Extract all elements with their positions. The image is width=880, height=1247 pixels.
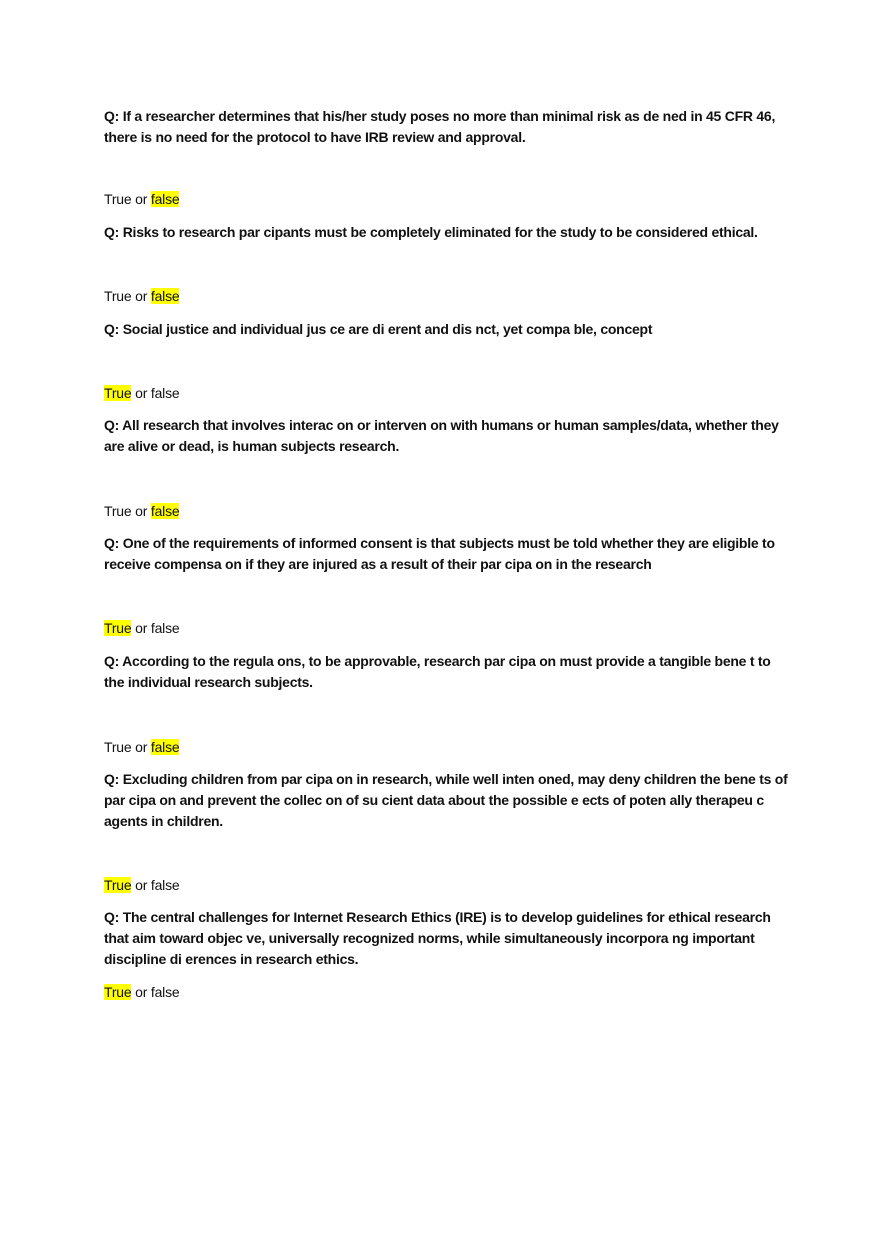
question-text: Q: Excluding children from par cipa on in research, while well inten oned, may deny children the bene ts of par cipa on and prevent the collec on of su cient data about the possible e ects of poten ally therapeu c agents in children. [104,771,788,829]
answer-true: True [104,739,132,755]
answer-line [104,384,179,402]
answer-connector: or [131,984,151,1000]
answer-connector: or [131,877,151,893]
answer-line [104,502,179,520]
question-text: Q: All research that involves interac on or interven on with humans or human samples/data, whether they are alive or dead, is human subjects research. [104,417,779,454]
answer-connector: or [131,739,151,755]
answer-false-highlighted: false [150,191,180,207]
answer-true: True [104,288,132,304]
answer-false: false [150,620,180,636]
answer-false-highlighted: false [150,503,180,519]
question-text: Q: According to the regula ons, to be approvable, research par cipa on must provide a tangible bene t to the individual research subjects. [104,653,771,690]
question-text: Q: If a researcher determines that his/her study poses no more than minimal risk as de ned in 45 CFR 46, there is no need for the protocol to have IRB review and approval. [104,108,776,145]
answer-true-highlighted: True [104,877,132,893]
answer-line [104,287,179,305]
answer-line [104,983,179,1001]
answer-connector: or [131,191,151,207]
question-text: Q: Risks to research par cipants must be completely eliminated for the study to be considered ethical. [104,224,758,240]
answer-false: false [150,984,180,1000]
answer-false: false [150,385,180,401]
question-text: Q: Social justice and individual jus ce are di erent and dis nct, yet compa ble, concept [104,321,653,337]
answer-line [104,876,179,894]
answer-true-highlighted: True [104,620,132,636]
answer-false-highlighted: false [150,739,180,755]
answer-line [104,619,179,637]
answer-connector: or [131,620,151,636]
question-text: Q: One of the requirements of informed consent is that subjects must be told whether they are eligible to receive compensa on if they are injured as a result of their par cipa on in the research [104,535,775,572]
answer-line [104,738,179,756]
answer-true: True [104,503,132,519]
answer-false: false [150,877,180,893]
answer-false-highlighted: false [150,288,180,304]
answer-connector: or [131,503,151,519]
answer-connector: or [131,288,151,304]
answer-true-highlighted: True [104,385,132,401]
answer-line [104,190,179,208]
answer-true-highlighted: True [104,984,132,1000]
answer-connector: or [131,385,151,401]
answer-true: True [104,191,132,207]
question-text: Q: The central challenges for Internet Research Ethics (IRE) is to develop guidelines for ethical research that aim toward objec ve, universally recognized norms, while simultaneously incorpora ng important discipline di erences in research ethics. [104,909,771,967]
